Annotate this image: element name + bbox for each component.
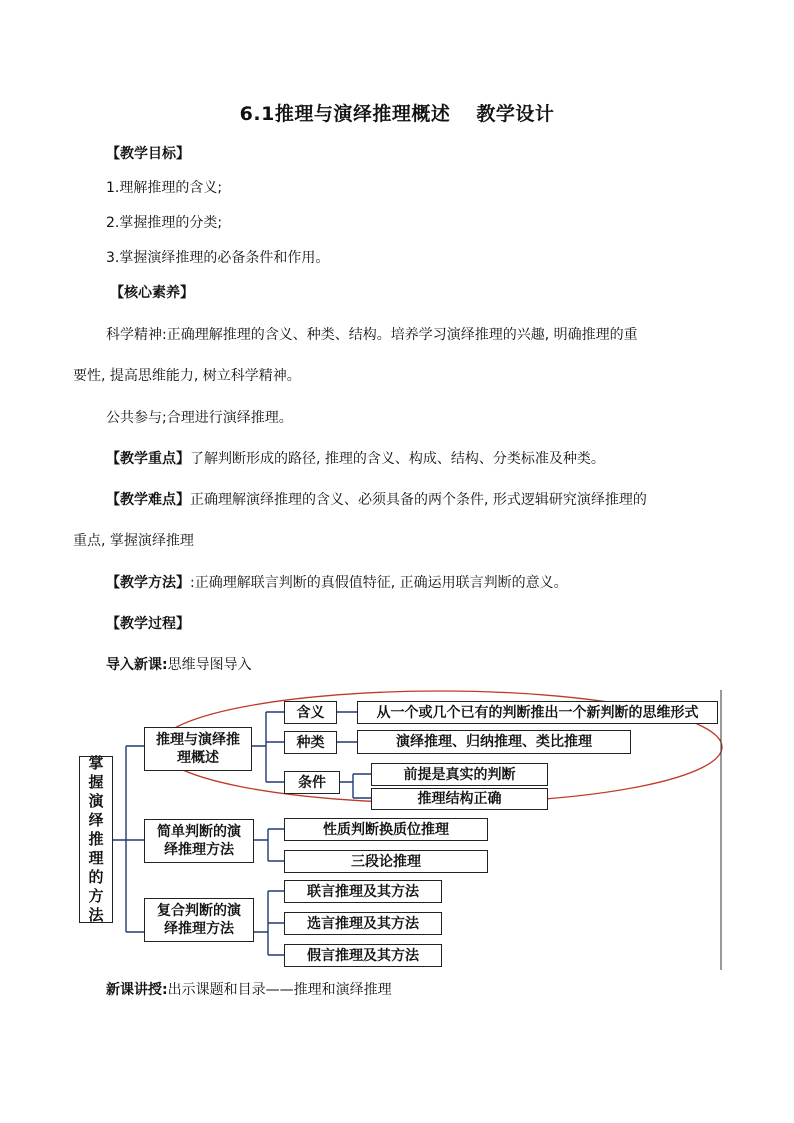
root-char: 的 [88, 868, 104, 886]
method-label: 【教学方法】 [106, 575, 190, 591]
root-char: 推 [88, 830, 104, 848]
core-paragraph-line: 公共参与;合理进行演绎推理。 [106, 410, 293, 426]
root-char: 理 [88, 849, 104, 867]
mind-map-root [79, 756, 113, 923]
difficulty-line-2: 重点, 掌握演绎推理 [73, 533, 194, 549]
root-char: 绎 [88, 811, 104, 829]
intro-label: 导入新课: [106, 657, 168, 673]
intro-text: 思维导图导入 [167, 657, 252, 673]
branch-overview-line: 理概述 [177, 750, 219, 766]
focus-label: 【教学重点】 [106, 451, 190, 467]
core-heading: 【核心素养】 [110, 285, 194, 301]
core-paragraph-line: 要性, 提高思维能力, 树立科学精神。 [73, 368, 301, 384]
branch-simple-line: 绎推理方法 [164, 842, 234, 858]
goal-item: 1.理解推理的含义; [106, 180, 223, 196]
focus-text: 了解判断形成的路径, 推理的含义、构成、结构、分类标准及种类。 [190, 451, 605, 467]
node-conditions: 条件 [284, 771, 340, 794]
goals-heading: 【教学目标】 [106, 146, 190, 162]
branch-compound-line: 复合判断的演 [157, 903, 241, 919]
goal-item: 2.掌握推理的分类; [106, 215, 223, 231]
root-char: 掌 [88, 754, 104, 772]
root-char: 法 [88, 906, 104, 924]
node-simple-1: 性质判断换质位推理 [284, 818, 488, 841]
process-heading: 【教学过程】 [106, 616, 190, 632]
branch-overview-line: 推理与演绎推 [156, 732, 240, 748]
root-char: 演 [88, 792, 104, 810]
node-meaning: 含义 [284, 701, 337, 724]
difficulty-text: 正确理解演绎推理的含义、必须具备的两个条件, 形式逻辑研究演绎推理的 [190, 492, 647, 508]
branch-compound-line: 绎推理方法 [164, 921, 234, 937]
node-simple-2: 三段论推理 [284, 850, 488, 873]
node-kinds: 种类 [284, 731, 337, 754]
title-main: 6.1推理与演绎推理概述 [239, 103, 451, 125]
node-kinds-text: 演绎推理、归纳推理、类比推理 [357, 730, 631, 754]
branch-simple-line: 简单判断的演 [157, 824, 241, 840]
branch-overview [144, 727, 252, 771]
node-compound-2: 选言推理及其方法 [284, 912, 442, 935]
node-condition-1: 前提是真实的判断 [371, 763, 548, 786]
root-char: 握 [88, 773, 104, 791]
branch-simple [144, 819, 254, 863]
lecture-line [106, 980, 392, 1000]
node-condition-2: 推理结构正确 [371, 788, 548, 810]
root-char: 方 [88, 887, 104, 905]
lecture-label: 新课讲授: [106, 982, 168, 998]
method-text: :正确理解联言判断的真假值特征, 正确运用联言判断的意义。 [190, 575, 568, 591]
difficulty-label: 【教学难点】 [106, 492, 190, 508]
goal-item: 3.掌握演绎推理的必备条件和作用。 [106, 250, 330, 266]
core-paragraph-line: 科学精神:正确理解推理的含义、种类、结构。培养学习演绎推理的兴趣, 明确推理的重 [106, 327, 638, 343]
branch-compound [144, 898, 254, 942]
node-compound-1: 联言推理及其方法 [284, 880, 442, 903]
node-compound-3: 假言推理及其方法 [284, 944, 442, 967]
node-meaning-text: 从一个或几个已有的判断推出一个新判断的思维形式 [357, 701, 718, 724]
lecture-text: 出示课题和目录——推理和演绎推理 [167, 982, 392, 998]
title-tail: 教学设计 [476, 103, 555, 125]
